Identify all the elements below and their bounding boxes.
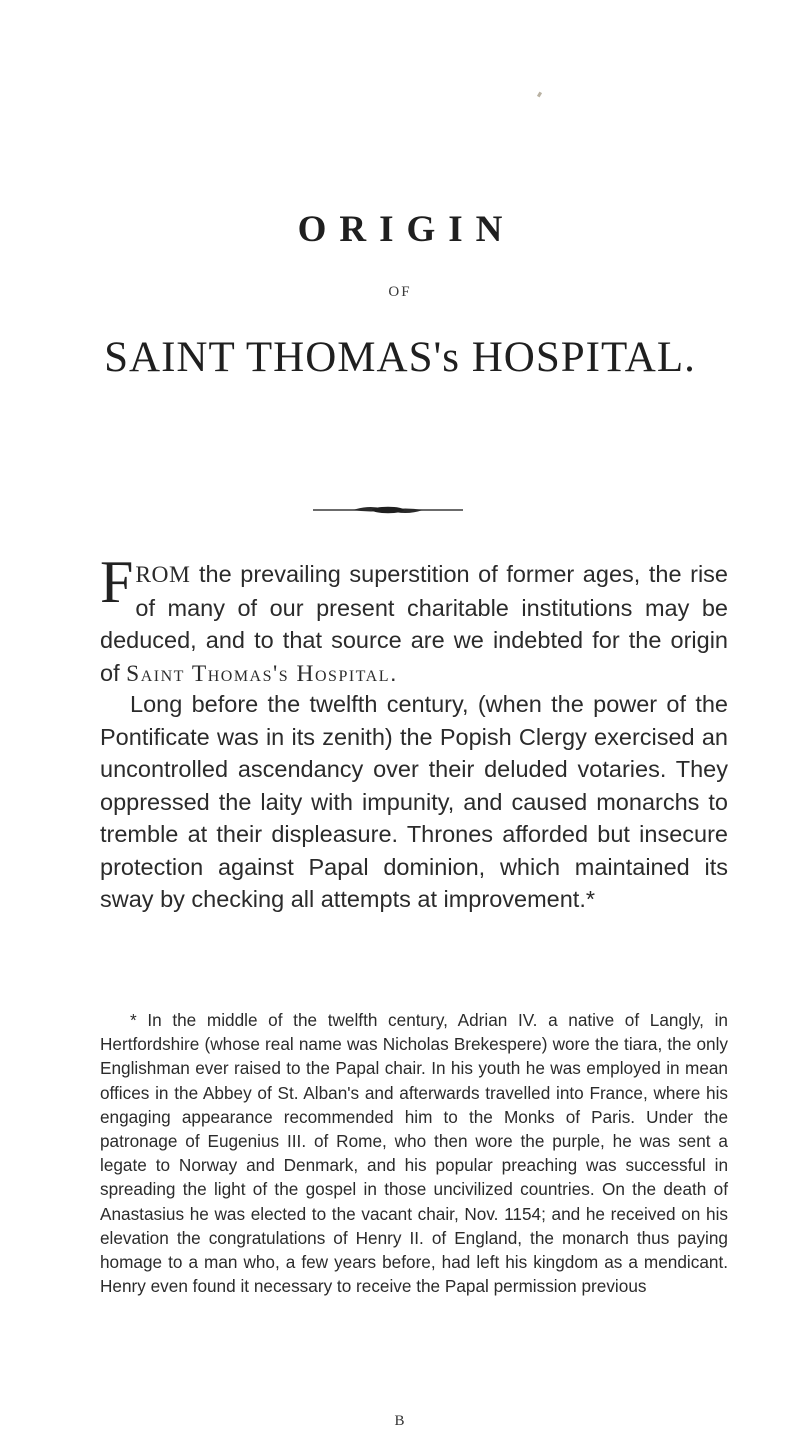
paragraph-intro — [100, 549, 728, 690]
paragraph-intro-text: the prevailing superstition of former ages, the rise of many of our present charitable institutions may be deduced, and to that source are we indebted for the origin of — [100, 561, 728, 686]
page-title: ORIGIN — [297, 209, 516, 250]
drop-cap: F — [100, 549, 134, 615]
signature-mark: B — [394, 1413, 406, 1429]
footnote: * In the middle of the twelfth century, Adrian IV. a native of Langly, in Hertfordshire (whose real name was Nicholas Brekespere) wore the tiara, the only Englishman ever raised to the Papal chair. In his youth he was employed in mean offices in the Abbey of St. Alban's and afterwards travelled into France, where his engaging appearance recommended him to the Monks of Paris. Under the patronage of Eugenius III. of Rome, who then wore the purple, he was sent a legate to Norway and Denmark, and his popular preaching was successful in spreading the light of the gospel in those uncivilized countries. On the death of Anastasius he was elected to the vacant chair, Nov. 1154; and he received on his elevation the congratulations of Henry II. of England, the monarch thus paying homage to a man who, a few years before, had left his kingdom as a mendicant. Henry even found it necessary to receive the Papal permission previous — [100, 1010, 728, 1297]
hospital-name: Saint Thomas's Hospital — [126, 660, 390, 687]
page-subtitle: SAINT THOMAS's HOSPITAL. — [104, 334, 696, 381]
paper-speck — [537, 92, 542, 98]
ornamental-rule-icon — [313, 503, 463, 517]
title-connector: OF — [388, 284, 412, 300]
paragraph-intro-end: . — [390, 659, 397, 686]
drop-cap-continuation: ROM — [135, 562, 191, 588]
paragraph-history: Long before the twelfth century, (when the power of the Pontificate was in its zenith) the Popish Clergy exercised an uncontrolled ascendancy over their deluded votaries. They oppressed the laity with impunity, and caused monarchs to tremble at their displeasure. Thrones afforded but insecure protection against Papal dominion, which maintained its sway by checking all attempts at improvement.* — [100, 691, 728, 912]
